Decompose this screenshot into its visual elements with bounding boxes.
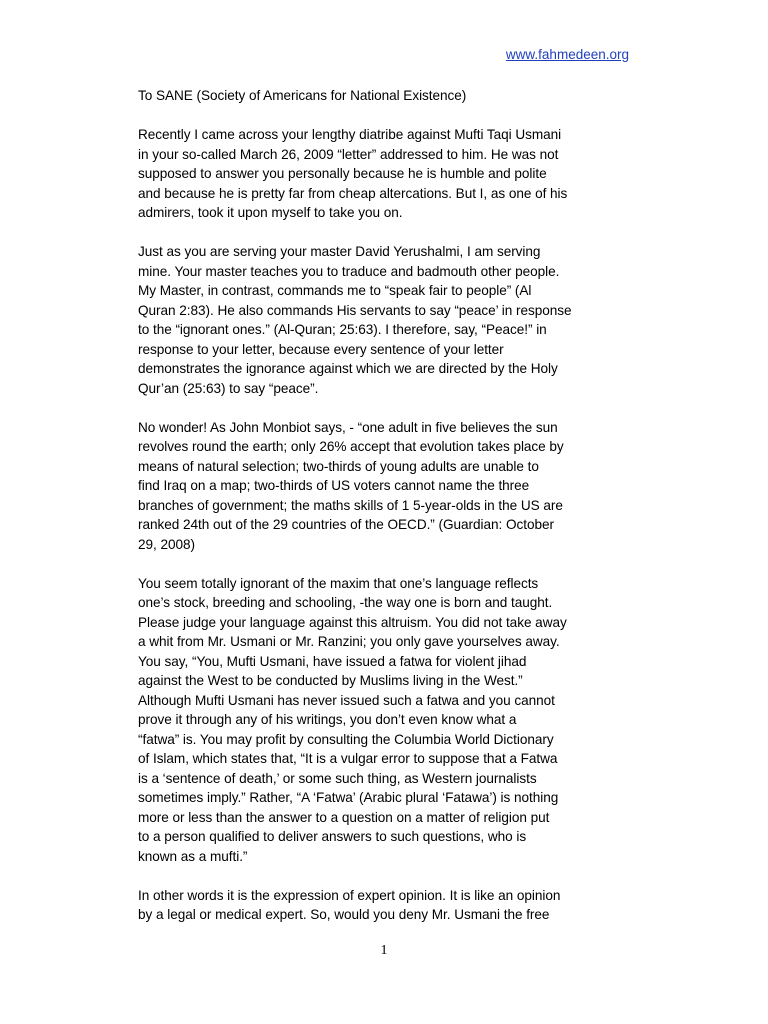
paragraph (138, 574, 634, 867)
text-line: revolves round the earth; only 26% accept that evolution takes place by (138, 439, 564, 454)
text-line: a whit from Mr. Usmani or Mr. Ranzini; you only gave yourselves away. (138, 634, 560, 649)
paragraph (138, 418, 634, 555)
text-line: Recently I came across your lengthy diatribe against Mufti Taqi Usmani (138, 127, 562, 142)
text-line: means of natural selection; two-thirds of young adults are unable to (138, 458, 539, 474)
text-line: In other words it is the expression of expert opinion. It is like an opinion (138, 887, 561, 903)
text-line: Although Mufti Usmani has never issued such a fatwa and you cannot (138, 692, 555, 708)
text-line: of Islam, which states that, “It is a vulgar error to suppose that a Fatwa (138, 751, 558, 766)
text-line: prove it through any of his writings, you don’t even know what a (138, 712, 517, 727)
text-line: Just as you are serving your master David Yerushalmi, I am serving (138, 244, 541, 259)
paragraph (138, 242, 634, 398)
text-line: Please judge your language against this altruism. You did not take away (138, 614, 567, 630)
text-line: find Iraq on a map; two-thirds of US voters cannot name the three (138, 478, 530, 493)
text-line: You seem totally ignorant of the maxim that one’s language reflects (138, 575, 539, 591)
text-line: known as a mufti.” (138, 848, 248, 864)
text-line: To SANE (Society of Americans for National Existence) (138, 88, 467, 103)
website-link[interactable]: www.fahmedeen.org (505, 47, 629, 62)
text-line: mine. Your master teaches you to traduce and badmouth other people. (138, 263, 560, 279)
text-line: My Master, in contrast, commands me to “speak fair to people” (Al (138, 283, 532, 298)
text-line: to a person qualified to deliver answers to such questions, who is (138, 829, 527, 844)
text-line: You say, “You, Mufti Usmani, have issued a fatwa for violent jihad (138, 653, 527, 669)
text-line: one’s stock, breeding and schooling, -the way one is born and taught. (138, 595, 553, 610)
text-line: “fatwa” is. You may profit by consulting the Columbia World Dictionary (138, 731, 554, 747)
text-line: 29, 2008) (138, 536, 195, 552)
salutation (138, 86, 634, 106)
text-line: admirers, took it upon myself to take you on. (138, 205, 403, 220)
text-line: No wonder! As John Monbiot says, - “one adult in five believes the sun (138, 419, 558, 435)
text-line: in your so-called March 26, 2009 “letter” addressed to him. He was not (138, 146, 559, 162)
letter-body (138, 86, 634, 925)
text-line: Qur’an (25:63) to say “peace”. (138, 380, 319, 396)
paragraph (138, 125, 634, 223)
text-line: branches of government; the maths skills of 1 5-year-olds in the US are (138, 497, 563, 513)
text-line: supposed to answer you personally because he is humble and polite (138, 166, 547, 181)
text-line: to the “ignorant ones.” (Al-Quran; 25:63). I therefore, say, “Peace!” in (138, 322, 547, 337)
text-line: is a ‘sentence of death,’ or some such thing, as Western journalists (138, 770, 537, 786)
page-number: 1 (380, 943, 388, 958)
text-line: ranked 24th out of the 29 countries of the OECD.” (Guardian: October (138, 517, 554, 532)
text-line: by a legal or medical expert. So, would you deny Mr. Usmani the free (138, 907, 550, 922)
text-line: sometimes imply.” Rather, “A ‘Fatwa’ (Arabic plural ‘Fatawa’) is nothing (138, 790, 559, 805)
text-line: against the West to be conducted by Muslims living in the West.” (138, 673, 523, 688)
text-line: and because he is pretty far from cheap altercations. But I, as one of his (138, 185, 568, 201)
text-line: response to your letter, because every sentence of your letter (138, 341, 504, 357)
text-line: more or less than the answer to a question on a matter of religion put (138, 809, 550, 825)
paragraph (138, 886, 634, 925)
text-line: Quran 2:83). He also commands His servants to say “peace’ in response (138, 302, 572, 318)
text-line: demonstrates the ignorance against which we are directed by the Holy (138, 361, 558, 376)
